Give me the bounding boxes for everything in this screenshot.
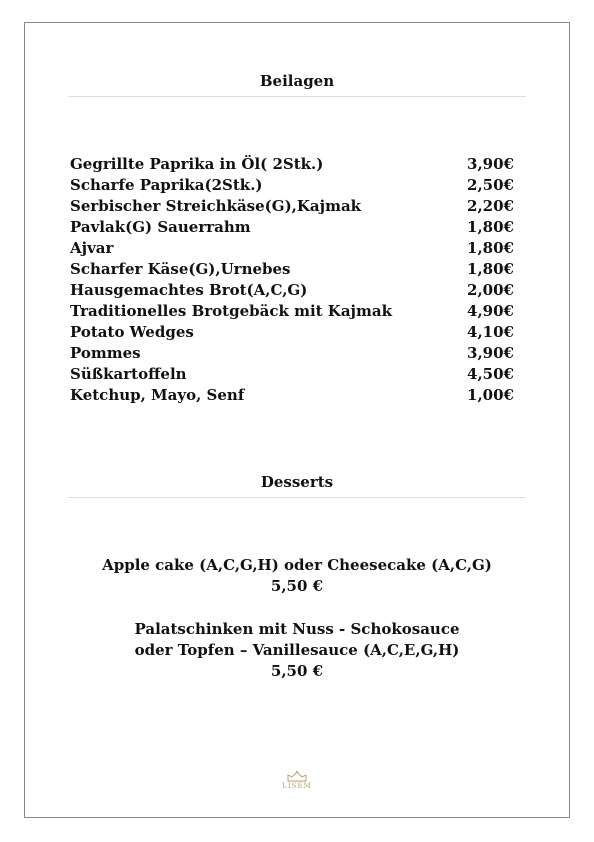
sides-menu-list [70,154,514,406]
item-name: Traditionelles Brotgebäck mit Kajmak [70,302,392,320]
item-name: Scharfer Käse(G),Urnebes [70,260,291,278]
menu-item [70,301,514,322]
item-name: Potato Wedges [70,323,194,341]
item-price: 4,10€ [467,323,514,341]
menu-item [70,280,514,301]
menu-item [70,364,514,385]
dessert-price: 5,50 € [270,577,324,595]
menu-item [70,154,514,175]
logo-text: LISEM [282,782,312,790]
item-name: Pommes [70,344,141,362]
item-price: 4,50€ [467,365,514,383]
item-name: Pavlak(G) Sauerrahm [70,218,251,236]
page-border [24,22,570,818]
item-name: Gegrillte Paprika in Öl( 2Stk.) [70,155,324,173]
item-name: Scharfe Paprika(2Stk.) [70,176,263,194]
item-price: 3,90€ [467,155,514,173]
dessert-line: oder Topfen – Vanillesauce (A,C,E,G,H) [134,641,460,659]
item-price: 1,00€ [467,386,514,404]
item-price: 1,80€ [467,260,514,278]
item-price: 2,50€ [467,176,514,194]
section-divider [68,497,526,498]
item-name: Hausgemachtes Brot(A,C,G) [70,281,308,299]
logo [277,770,317,790]
menu-item [70,259,514,280]
menu-item [70,217,514,238]
menu-item [70,343,514,364]
section-divider [68,96,526,97]
item-name: Ketchup, Mayo, Senf [70,386,245,404]
menu-item [70,196,514,217]
dessert-line: Palatschinken mit Nuss - Schokosauce [134,620,460,638]
item-name: Serbischer Streichkäse(G),Kajmak [70,197,362,215]
menu-item [70,385,514,406]
section-title-beilagen: Beilagen [259,72,335,90]
item-price: 4,90€ [467,302,514,320]
dessert-price: 5,50 € [270,662,324,680]
item-name: Ajvar [70,239,114,257]
section-title-desserts: Desserts [260,473,334,491]
menu-item [70,322,514,343]
item-price: 2,00€ [467,281,514,299]
dessert-item [0,619,594,682]
item-name: Süßkartoffeln [70,365,187,383]
menu-item [70,238,514,259]
menu-item [70,175,514,196]
dessert-item [0,555,594,597]
item-price: 1,80€ [467,218,514,236]
item-price: 2,20€ [467,197,514,215]
item-price: 3,90€ [467,344,514,362]
item-price: 1,80€ [467,239,514,257]
dessert-line: Apple cake (A,C,G,H) oder Cheesecake (A,C,G) [102,556,492,574]
crest-icon [286,770,308,782]
